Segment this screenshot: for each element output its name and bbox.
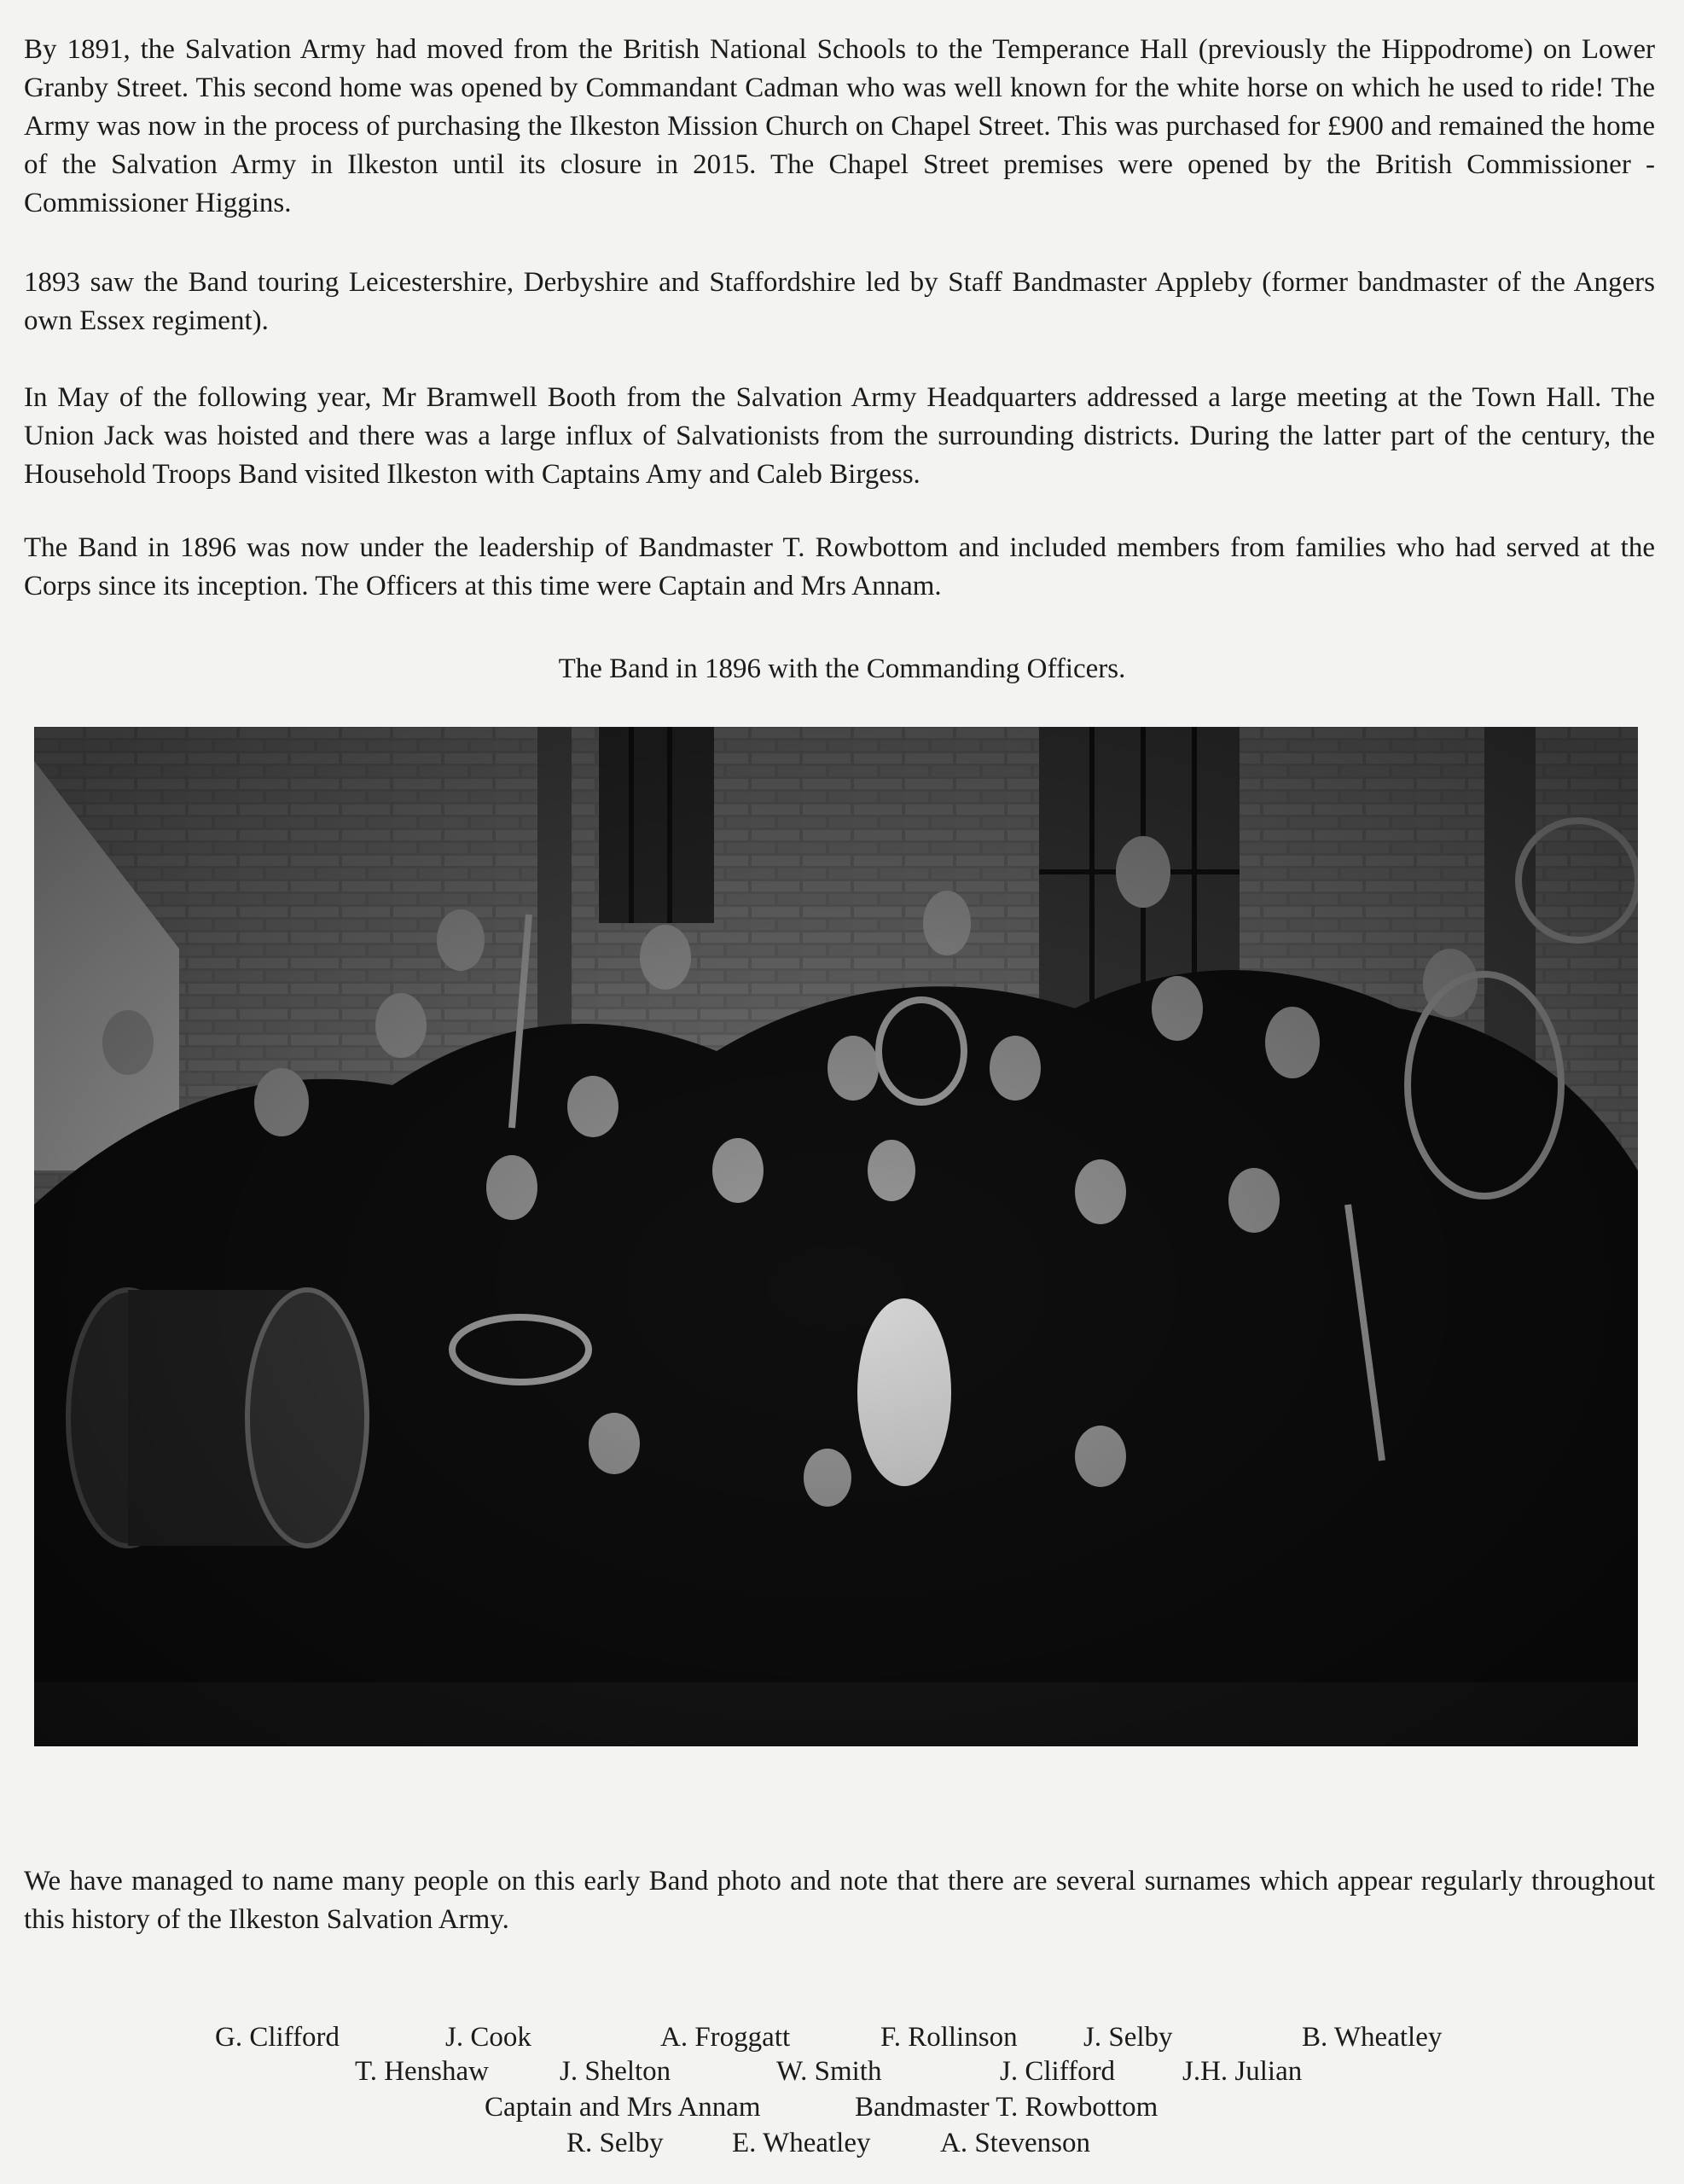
paragraph-2-text: 1893 saw the Band touring Leicestershire, Derbyshire and Staffordshire led by Staff Bandmaster Appleby (former bandmaster of the Angers own Essex regiment). [24,267,1655,336]
name-entry: W. Smith [776,2056,882,2087]
paragraph-3-text: In May of the following year, Mr Bramwell Booth from the Salvation Army Headquarters addressed a large meeting at the Town Hall. The Union Jack was hoisted and there was a large influx of Salvationists from the surrounding districts. During the latter part of the century, the Household Troops Band visited Ilkeston with Captains Amy and Caleb Birgess. [24,382,1655,490]
paragraph-1 [24,31,1655,223]
name-entry: J. Shelton [560,2056,671,2087]
paragraph-1-text: By 1891, the Salvation Army had moved from the British National Schools to the Temperance Hall (previously the Hippodrome) on Lower Granby Street. This second home was opened by Commandant Cadman who was well known for the white horse on which he used to ride! The Army was now in the process of purchasing the Ilkeston Mission Church on Chapel Street. This was purchased for £900 and remained the home of the Salvation Army in Ilkeston until its closure in 2015. The Chapel Street premises were opened by the British Commissioner - Commissioner Higgins. [24,34,1655,218]
band-photo-illustration [34,727,1638,1746]
name-entry: J.H. Julian [1182,2056,1303,2087]
name-entry: J. Clifford [1000,2056,1116,2087]
photo-caption: The Band in 1896 with the Commanding Officers. [558,653,1126,684]
paragraph-2 [24,264,1655,340]
paragraph-4 [24,529,1655,606]
band-photograph [34,727,1638,1746]
paragraph-5-text: We have managed to name many people on this early Band photo and note that there are several surnames which appear regularly throughout this history of the Ilkeston Salvation Army. [24,1866,1655,1935]
name-entry: Captain and Mrs Annam [485,2092,761,2123]
name-entry: R. Selby [566,2128,664,2158]
name-entry: T. Henshaw [355,2056,490,2087]
name-entry: J. Selby [1083,2022,1173,2053]
name-entry: Bandmaster T. Rowbottom [855,2092,1158,2123]
name-entry: E. Wheatley [732,2128,871,2158]
name-entry: G. Clifford [215,2022,340,2053]
paragraph-3 [24,379,1655,494]
name-entry: J. Cook [445,2022,531,2053]
paragraph-4-text: The Band in 1896 was now under the leadership of Bandmaster T. Rowbottom and included members from families who had served at the Corps since its inception. The Officers at this time were Captain and Mrs Annam. [24,532,1655,601]
paragraph-5 [24,1862,1655,1939]
name-entry: F. Rollinson [880,2022,1018,2053]
name-entry: A. Stevenson [940,2128,1090,2158]
name-entry: A. Froggatt [660,2022,791,2053]
name-entry: B. Wheatley [1302,2022,1443,2053]
